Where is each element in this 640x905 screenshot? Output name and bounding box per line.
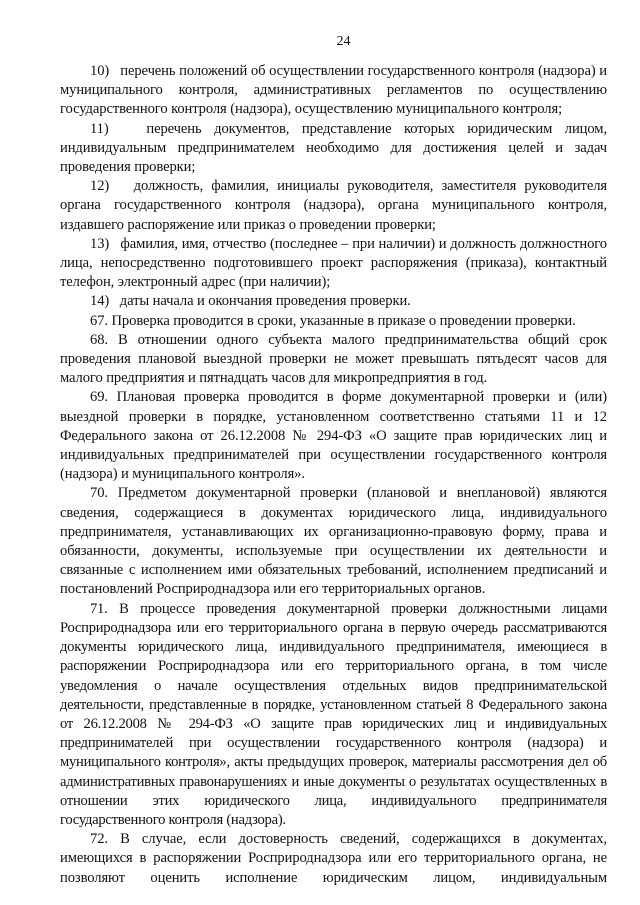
paragraph-69: 69. Плановая проверка проводится в форме документарной проверки и (или) выездной проверки в порядке, установленном соответственно статьями 11 и 12 Федерального закона от 26.12.2008 № 294-ФЗ «О защите прав юридических лиц и индивидуальных предпринимателей при осуществлении государственного контроля (надзора) и муниципального контроля». (60, 389, 607, 483)
paragraph-70: 70. Предметом документарной проверки (плановой и внеплановой) являются сведения, содержащиеся в документах юридического лица, индивидуального предпринимателя, устанавливающих их организационно-правовую форму, права и обязанности, документы, используемые при осуществлении их деятельности и связанные с исполнением ими обязательных требований, исполнением предписаний и постановлений Росприроднадзора или его территориальных органов. (60, 485, 607, 598)
paragraph-71: 71. В процессе проведения документарной проверки должностными лицами Росприроднадзора или его территориального органа в первую очередь рассматриваются документы юридического лица, индивидуального предпринимателя, имеющиеся в распоряжении Росприроднадзора или его территориального органа, в том числе уведомления о начале осуществления отдельных видов предпринимательской деятельности, представленные в порядке, установленном статьей 8 Федерального закона от 26.12.2008 № 294-ФЗ «О защите прав юридических лиц и индивидуальных предпринимателей при осуществлении государственного контроля (надзора) и муниципального контроля», акты предыдущих проверок, материалы рассмотрения дел об административных правонарушениях и иные документы о результатах осуществленных в отношении этих юридического лица, индивидуального предпринимателя государственного контроля (надзора). (60, 600, 607, 828)
document-body (60, 62, 607, 888)
list-item-14: 14) даты начала и окончания проведения проверки. (90, 293, 411, 310)
page-number: 24 (336, 34, 351, 49)
paragraph-68: 68. В отношении одного субъекта малого предпринимательства общий срок проведения плановой выездной проверки не может превышать пятьдесят часов для малого предприятия и пятнадцать часов для микропредприятия в год. (60, 331, 607, 387)
list-item-13: 13) фамилия, имя, отчество (последнее – при наличии) и должность должностного лица, непосредственно подготовившего проект распоряжения (приказа), контактный телефон, электронный адрес (при наличии); (60, 235, 607, 291)
list-item-11: 11) перечень документов, представление которых юридическим лицом, индивидуальным предпринимателем необходимо для достижения целей и задач проведения проверки; (60, 120, 607, 176)
list-item-12: 12) должность, фамилия, инициалы руководителя, заместителя руководителя органа государственного контроля (надзора), органа муниципального контроля, издавшего распоряжение или приказ о проведении проверки; (60, 178, 607, 233)
paragraph-67: 67. Проверка проводится в сроки, указанные в приказе о проведении проверки. (90, 312, 576, 329)
paragraph-72: 72. В случае, если достоверность сведений, содержащихся в документах, имеющихся в распоряжении Росприроднадзора или его территориального органа, не позволяют оценить исполнение юридическим лицом, индивидуальным (60, 831, 607, 886)
list-item-10: 10) перечень положений об осуществлении государственного контроля (надзора) и муниципального контроля, административных регламентов по осуществлению государственного контроля (надзора), осуществлению муниципального контроля; (60, 63, 607, 118)
